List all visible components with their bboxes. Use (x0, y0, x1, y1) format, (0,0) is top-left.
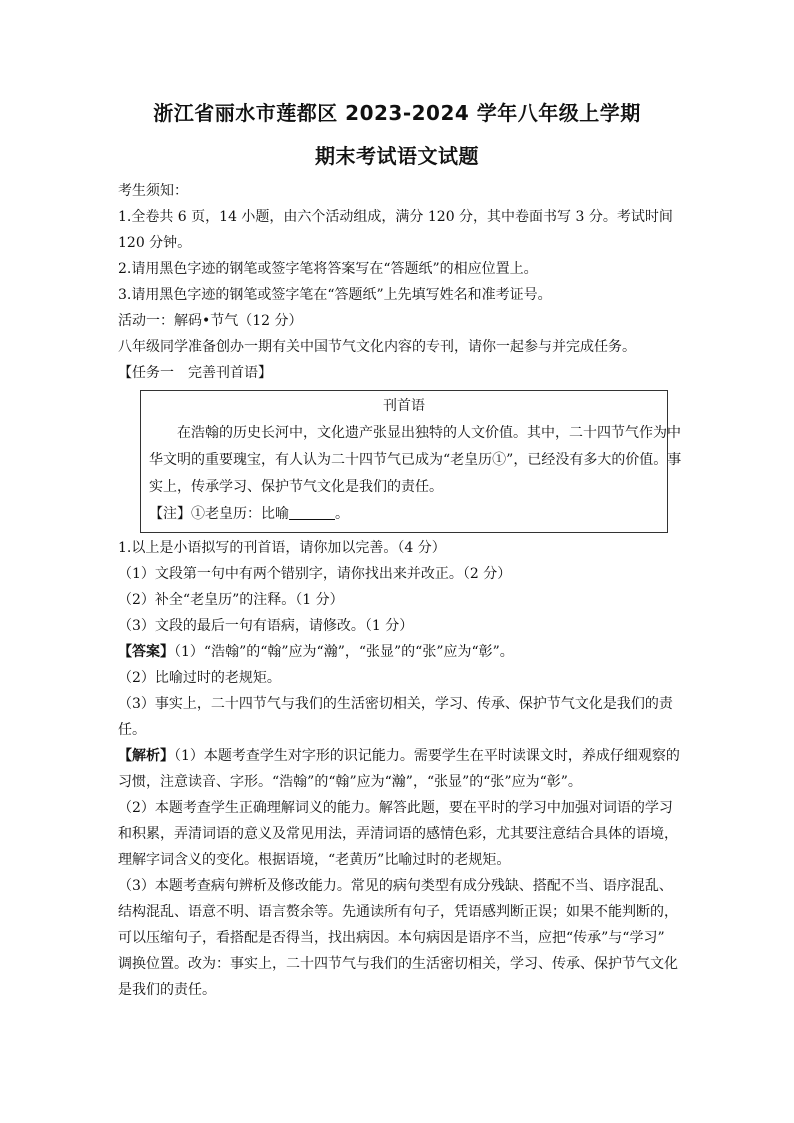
question-1: 1.以上是小语拟写的刊首语，请你加以完善。（4 分） (118, 540, 446, 556)
answer-3a: （3）事实上，二十四节气与我们的生活密切相关，学习、传承、保护节气文化是我们的责 (118, 696, 673, 712)
note-blank (289, 505, 335, 520)
answer-3b: 任。 (118, 722, 146, 738)
answer-label: 【答案】 (118, 644, 174, 660)
answer-1: （1）“浩翰”的“翰”应为“瀚”，“张显”的“张”应为“彰”。 (174, 644, 514, 660)
analysis-line-1 (118, 743, 678, 769)
notice-item-1b: 120 分钟。 (118, 235, 192, 251)
note-suffix: 。 (335, 506, 349, 522)
notice-heading: 考生须知： (118, 183, 188, 199)
analysis-2c: 理解字词含义的变化。根据语境，“老黄历”比喻过时的老规矩。 (118, 852, 511, 868)
foreword-line-1: 在浩翰的历史长河中，文化遗产张显出独特的人文价值。其中，二十四节气作为中 (177, 425, 681, 441)
exam-title-line1: 浙江省丽水市莲都区 2023-2024 学年八年级上学期 (153, 101, 641, 125)
activity-intro: 八年级同学准备创办一期有关中国节气文化内容的专刊，请你一起参与并完成任务。 (118, 339, 636, 355)
document-body (118, 178, 682, 1003)
foreword-note (149, 501, 659, 528)
task-heading: 【任务一 完善刊首语】 (118, 365, 272, 381)
notice-item-1a: 1.全卷共 6 页，14 小题，由六个活动组成，满分 120 分，其中卷面书写 3 分。考试时间 (118, 209, 673, 225)
analysis-1a: （1）本题考查学生对字形的识记能力。需要学生在平时读课文时，养成仔细观察的 (174, 748, 680, 764)
foreword-box (140, 390, 682, 533)
analysis-3b: 结构混乱、语意不明、语言赘余等。先通读所有句子，凭语感判断正误；如果不能判断的， (118, 904, 678, 920)
foreword-line-3: 实上，传承学习、保护节气文化是我们的责任。 (149, 479, 443, 495)
answer-2: （2）比喻过时的老规矩。 (118, 670, 281, 686)
analysis-1b: 习惯，注意读音、字形。“浩翰”的“翰”应为“瀚”，“张显”的“张”应为“彰”。 (118, 774, 582, 790)
note-prefix: 【注】①老皇历：比喻 (149, 506, 289, 522)
notice-item-2: 2.请用黑色字迹的钢笔或签字笔将答案写在“答题纸”的相应位置上。 (118, 261, 538, 277)
analysis-3a: （3）本题考查病句辨析及修改能力。常见的病句类型有成分残缺、搭配不当、语序混乱、 (118, 878, 673, 894)
answer-line-1 (118, 639, 678, 665)
analysis-3d: 调换位置。改为：事实上，二十四节气与我们的生活密切相关，学习、传承、保护节气文化 (118, 956, 678, 972)
foreword-title: 刊首语 (383, 398, 425, 414)
analysis-label: 【解析】 (118, 748, 174, 764)
analysis-2a: （2）本题考查学生正确理解词义的能力。解答此题，要在平时的学习中加强对词语的学习 (118, 800, 673, 816)
exam-title-line2: 期末考试语文试题 (315, 144, 479, 168)
notice-item-3: 3.请用黑色字迹的钢笔或签字笔在“答题纸”上先填写姓名和准考证号。 (118, 287, 552, 303)
question-1-1: （1）文段第一句中有两个错别字，请你找出来并改正。（2 分） (118, 566, 512, 582)
analysis-3e: 是我们的责任。 (118, 982, 216, 998)
analysis-3c: 可以压缩句子，看搭配是否得当，找出病因。本句病因是语序不当，应把“传承”与“学习” (118, 930, 665, 946)
activity-heading: 活动一：解码•节气（12 分） (118, 313, 303, 329)
foreword-line-2: 华文明的重要瑰宝，有人认为二十四节气已成为“老皇历①”，已经没有多大的价值。事 (149, 452, 682, 468)
analysis-2b: 和积累，弄清词语的意义及常见用法，弄清词语的感情色彩，尤其要注意结合具体的语境， (118, 826, 678, 842)
question-1-3: （3）文段的最后一句有语病，请修改。（1 分） (118, 618, 414, 634)
question-1-2: （2）补全“老皇历”的注释。（1 分） (118, 592, 344, 608)
